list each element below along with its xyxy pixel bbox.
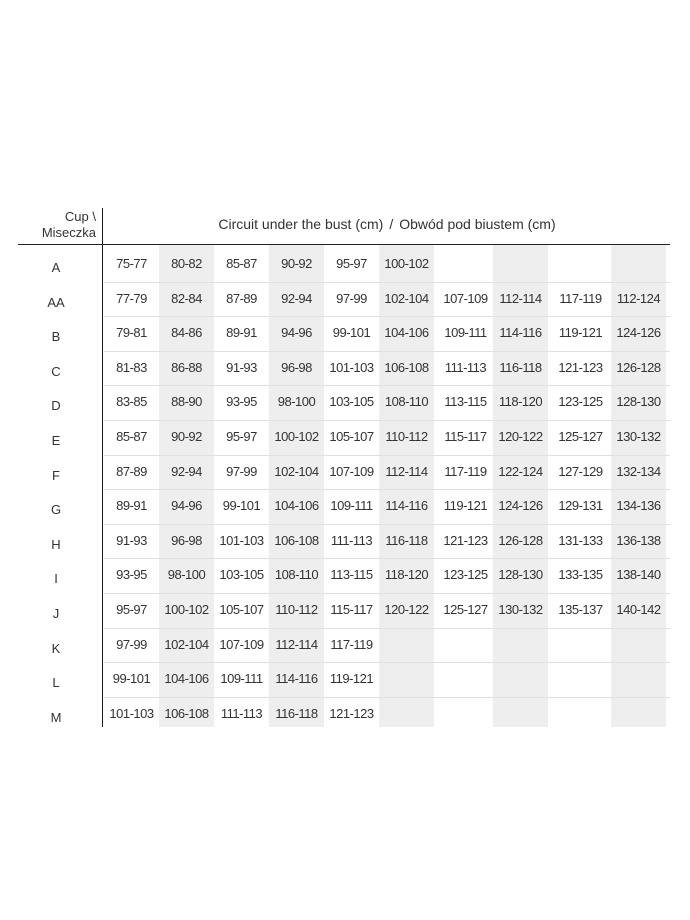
size-cell: 104-106 — [164, 671, 209, 686]
row-divider — [104, 420, 670, 421]
cup-label: F — [52, 468, 60, 483]
size-cell: 86-88 — [171, 360, 202, 375]
size-cell: 127-129 — [558, 464, 603, 479]
size-cell: 128-130 — [498, 567, 543, 582]
row-divider — [104, 593, 670, 594]
size-cell: 102-104 — [164, 637, 209, 652]
size-cell: 124-126 — [498, 498, 543, 513]
cup-label: J — [52, 606, 60, 621]
size-cell: 83-85 — [116, 394, 147, 409]
size-cell: 92-94 — [171, 464, 202, 479]
size-cell: 85-87 — [226, 256, 257, 271]
size-cell: 79-81 — [116, 325, 147, 340]
size-cell: 95-97 — [226, 429, 257, 444]
column-header — [104, 216, 670, 232]
size-cell: 131-133 — [558, 533, 603, 548]
size-cell: 99-101 — [222, 498, 261, 513]
size-cell: 89-91 — [226, 325, 257, 340]
cup-label: K — [51, 641, 61, 656]
size-cell: 119-121 — [558, 325, 603, 340]
size-cell: 125-127 — [558, 429, 603, 444]
cup-label: D — [51, 398, 61, 413]
size-cell: 96-98 — [281, 360, 312, 375]
size-cell: 109-111 — [330, 498, 373, 513]
size-cell: 93-95 — [116, 567, 147, 582]
size-cell: 110-112 — [275, 602, 318, 617]
size-cell: 132-134 — [616, 464, 661, 479]
column-stripe — [269, 245, 324, 727]
size-cell: 120-122 — [384, 602, 429, 617]
size-cell: 99-101 — [332, 325, 371, 340]
size-cell: 91-93 — [226, 360, 257, 375]
size-cell: 119-121 — [329, 671, 374, 686]
size-cell: 103-105 — [219, 567, 264, 582]
size-cell: 126-128 — [616, 360, 661, 375]
size-cell: 109-111 — [220, 671, 263, 686]
cup-label: AA — [47, 295, 65, 310]
size-cell: 118-120 — [384, 567, 429, 582]
size-cell: 109-111 — [444, 325, 487, 340]
size-cell: 112-114 — [385, 464, 428, 479]
size-cell: 106-108 — [164, 706, 209, 721]
size-cell: 124-126 — [616, 325, 661, 340]
header-english: Circuit under the bust (cm) — [218, 216, 384, 232]
cup-label: I — [54, 571, 58, 586]
row-divider — [104, 558, 670, 559]
size-cell: 106-108 — [274, 533, 319, 548]
size-cell: 101-103 — [219, 533, 264, 548]
cup-label: G — [50, 502, 62, 517]
size-cell: 119-121 — [443, 498, 488, 513]
cup-label: E — [51, 433, 61, 448]
size-cell: 100-102 — [384, 256, 429, 271]
header-polish: Obwód pod biustem (cm) — [399, 216, 556, 232]
size-cell: 97-99 — [336, 291, 367, 306]
size-cell: 130-132 — [498, 602, 543, 617]
size-cell: 112-114 — [499, 291, 542, 306]
size-cell: 128-130 — [616, 394, 661, 409]
size-cell: 90-92 — [171, 429, 202, 444]
size-cell: 116-118 — [499, 360, 542, 375]
size-cell: 97-99 — [116, 637, 147, 652]
size-cell: 94-96 — [171, 498, 202, 513]
size-cell: 113-115 — [330, 567, 373, 582]
size-cell: 135-137 — [558, 602, 603, 617]
column-stripe — [159, 245, 214, 727]
size-cell: 77-79 — [116, 291, 147, 306]
size-cell: 121-123 — [558, 360, 603, 375]
size-cell: 91-93 — [116, 533, 147, 548]
size-cell: 100-102 — [274, 429, 319, 444]
size-cell: 99-101 — [112, 671, 151, 686]
row-divider — [104, 489, 670, 490]
cup-label: M — [50, 710, 62, 725]
size-cell: 120-122 — [498, 429, 543, 444]
size-cell: 134-136 — [616, 498, 661, 513]
size-cell: 118-120 — [498, 394, 543, 409]
size-cell: 98-100 — [167, 567, 206, 582]
size-cell: 112-114 — [275, 637, 318, 652]
size-cell: 101-103 — [109, 706, 154, 721]
size-cell: 87-89 — [116, 464, 147, 479]
size-cell: 108-110 — [384, 394, 429, 409]
cup-label: C — [51, 364, 61, 379]
size-cell: 103-105 — [329, 394, 374, 409]
size-cell: 94-96 — [281, 325, 312, 340]
size-cell: 90-92 — [281, 256, 312, 271]
size-cell: 88-90 — [171, 394, 202, 409]
size-cell: 95-97 — [336, 256, 367, 271]
cup-label: B — [51, 329, 61, 344]
corner-label-miseczka: Miseczka — [41, 225, 96, 240]
size-cell: 107-109 — [329, 464, 374, 479]
size-cell: 125-127 — [443, 602, 488, 617]
row-divider — [104, 282, 670, 283]
size-cell: 101-103 — [329, 360, 374, 375]
size-cell: 108-110 — [274, 567, 319, 582]
column-stripe — [379, 245, 434, 727]
size-cell: 84-86 — [171, 325, 202, 340]
row-divider — [104, 662, 670, 663]
size-cell: 121-123 — [329, 706, 374, 721]
size-cell: 105-107 — [219, 602, 264, 617]
size-cell: 114-116 — [499, 325, 542, 340]
size-cell: 102-104 — [384, 291, 429, 306]
size-cell: 116-118 — [275, 706, 318, 721]
corner-label-cup: Cup \ — [64, 209, 96, 224]
size-cell: 122-124 — [498, 464, 543, 479]
header-separator: / — [389, 216, 394, 232]
size-cell: 89-91 — [116, 498, 147, 513]
cup-label: A — [51, 260, 61, 275]
size-cell: 115-117 — [444, 429, 487, 444]
corner-label — [18, 209, 96, 241]
size-cell: 112-124 — [616, 291, 661, 306]
size-cell: 116-118 — [385, 533, 428, 548]
row-divider — [104, 351, 670, 352]
row-divider — [104, 316, 670, 317]
size-cell: 126-128 — [498, 533, 543, 548]
row-divider — [104, 385, 670, 386]
size-cell: 92-94 — [281, 291, 312, 306]
size-cell: 136-138 — [616, 533, 661, 548]
header-horizontal-rule — [18, 244, 670, 245]
size-cell: 107-109 — [219, 637, 264, 652]
size-cell: 121-123 — [443, 533, 488, 548]
row-divider — [104, 697, 670, 698]
size-cell: 75-77 — [116, 256, 147, 271]
size-cell: 114-116 — [385, 498, 428, 513]
size-cell: 138-140 — [616, 567, 661, 582]
size-cell: 107-109 — [443, 291, 488, 306]
header-vertical-rule — [102, 208, 103, 727]
size-cell: 104-106 — [274, 498, 319, 513]
column-stripe — [611, 245, 666, 727]
size-cell: 93-95 — [226, 394, 257, 409]
size-cell: 115-117 — [330, 602, 373, 617]
row-divider — [104, 524, 670, 525]
size-cell: 130-132 — [616, 429, 661, 444]
size-cell: 102-104 — [274, 464, 319, 479]
size-cell: 111-113 — [444, 360, 487, 375]
size-cell: 110-112 — [385, 429, 428, 444]
size-cell: 95-97 — [116, 602, 147, 617]
size-cell: 105-107 — [329, 429, 374, 444]
size-cell: 133-135 — [558, 567, 603, 582]
cup-label: H — [51, 537, 61, 552]
size-cell: 111-113 — [330, 533, 373, 548]
size-cell: 100-102 — [164, 602, 209, 617]
size-cell: 106-108 — [384, 360, 429, 375]
size-cell: 82-84 — [171, 291, 202, 306]
column-stripe — [493, 245, 548, 727]
size-cell: 80-82 — [171, 256, 202, 271]
row-divider — [104, 455, 670, 456]
size-cell: 117-119 — [559, 291, 602, 306]
size-cell: 97-99 — [226, 464, 257, 479]
size-cell: 81-83 — [116, 360, 147, 375]
size-cell: 114-116 — [275, 671, 318, 686]
size-cell: 111-113 — [220, 706, 263, 721]
size-cell: 85-87 — [116, 429, 147, 444]
cup-label: L — [52, 675, 60, 690]
size-cell: 87-89 — [226, 291, 257, 306]
size-cell: 123-125 — [558, 394, 603, 409]
size-cell: 113-115 — [444, 394, 487, 409]
size-cell: 123-125 — [443, 567, 488, 582]
size-cell: 96-98 — [171, 533, 202, 548]
row-divider — [104, 628, 670, 629]
size-cell: 117-119 — [330, 637, 373, 652]
size-cell: 140-142 — [616, 602, 661, 617]
size-cell: 104-106 — [384, 325, 429, 340]
size-cell: 117-119 — [444, 464, 487, 479]
size-cell: 98-100 — [277, 394, 316, 409]
size-cell: 129-131 — [558, 498, 603, 513]
